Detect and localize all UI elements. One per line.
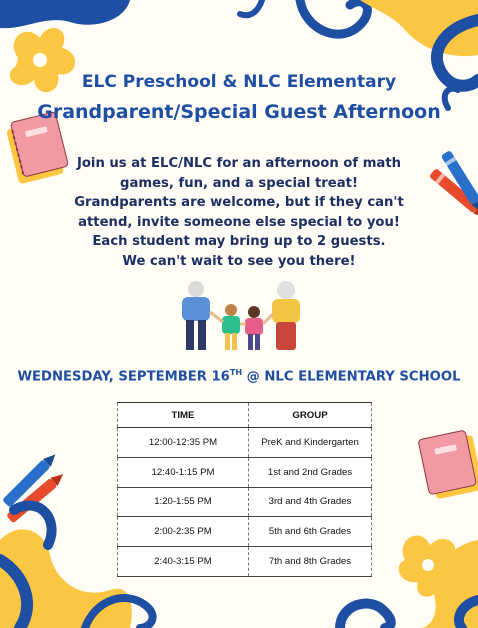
- invitation-line: We can't wait to see you there!: [122, 253, 356, 269]
- time-cell: 1:20-1:55 PM: [118, 487, 249, 517]
- crayons-right: [429, 150, 478, 221]
- group-cell: 3rd and 4th Grades: [249, 487, 372, 517]
- column-header-group: GROUP: [249, 403, 372, 428]
- time-cell: 2:00-2:35 PM: [118, 517, 249, 547]
- group-cell: 7th and 8th Grades: [249, 547, 372, 577]
- notebook-right: [418, 429, 478, 501]
- table-row: [118, 547, 372, 577]
- event-title: Grandparent/Special Guest Afternoon: [37, 101, 441, 123]
- schedule-table: [117, 402, 372, 577]
- invitation-text: [60, 154, 418, 271]
- invitation-line: Each student may bring up to 2 guests.: [92, 234, 386, 249]
- table-row: [118, 428, 372, 458]
- invitation-line: attend, invite someone else special to you!: [78, 214, 400, 230]
- table-header-row: [118, 403, 372, 428]
- school-title: ELC Preschool & NLC Elementary: [81, 72, 397, 92]
- column-header-time: TIME: [118, 403, 249, 428]
- table-row: [118, 487, 372, 517]
- time-cell: 12:00-12:35 PM: [118, 428, 249, 458]
- date-ordinal: TH: [229, 368, 243, 377]
- family-illustration: [170, 280, 310, 354]
- invitation-line: games, fun, and a special treat!: [120, 175, 358, 191]
- invitation-line: Grandparents are welcome, but if they can't: [74, 195, 404, 210]
- group-cell: PreK and Kindergarten: [249, 428, 372, 458]
- invitation-line: Join us at ELC/NLC for an afternoon of math: [76, 156, 402, 171]
- time-cell: 2:40-3:15 PM: [118, 547, 249, 577]
- table-row: [118, 457, 372, 487]
- time-cell: 12:40-1:15 PM: [118, 457, 249, 487]
- event-location: @ NLC ELEMENTARY SCHOOL: [242, 369, 461, 385]
- group-cell: 1st and 2nd Grades: [249, 457, 372, 487]
- event-date: WEDNESDAY, SEPTEMBER 16: [17, 369, 230, 385]
- group-cell: 5th and 6th Grades: [249, 517, 372, 547]
- event-date-location: [0, 368, 478, 384]
- table-row: [118, 517, 372, 547]
